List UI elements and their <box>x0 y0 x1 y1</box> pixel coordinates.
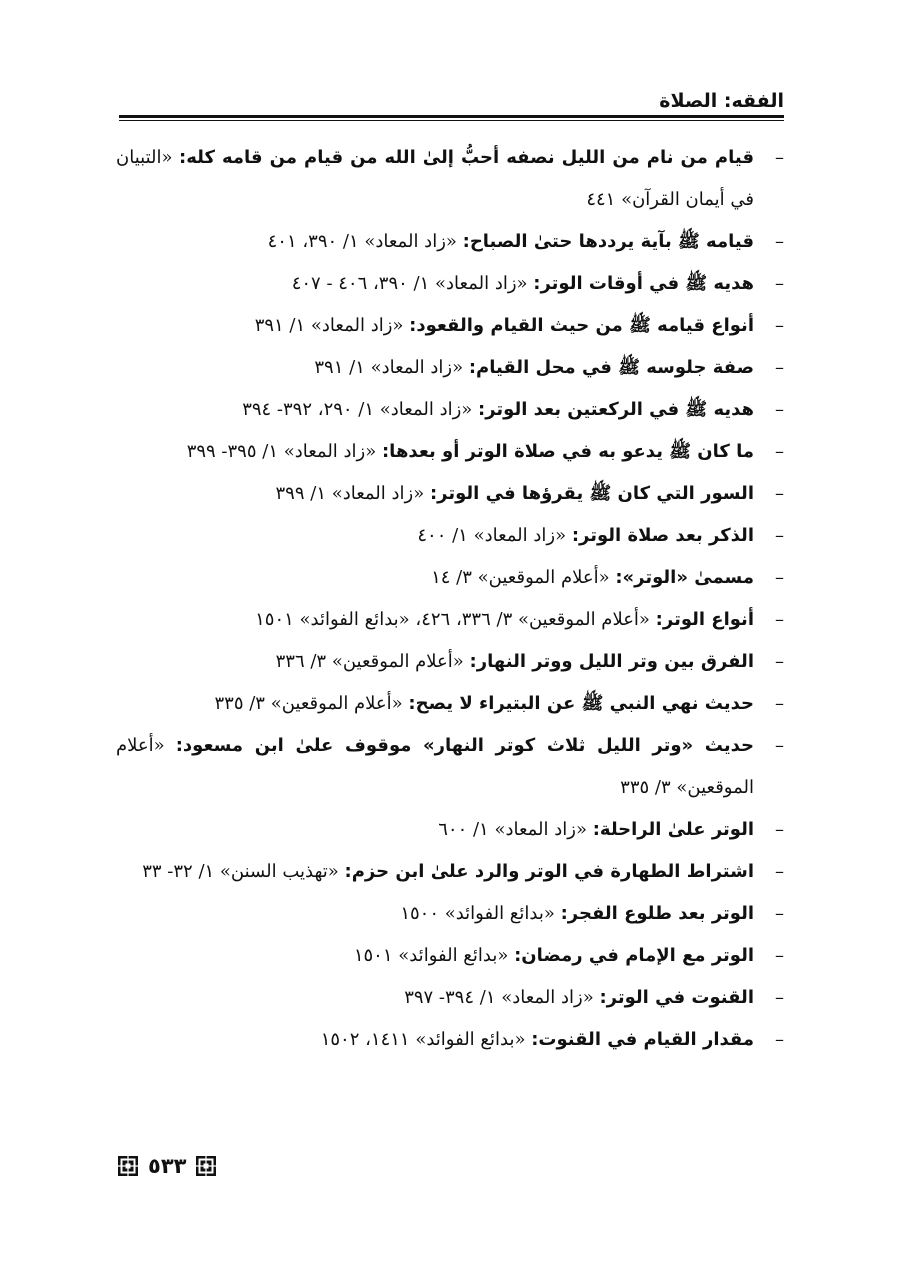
entry-source-reference: «زاد المعاد» ١/ ٣٩٥- ٣٩٩ <box>186 441 382 462</box>
index-entry-list <box>116 137 784 1061</box>
entry-dash: – <box>775 861 784 882</box>
entry-topic: هديه ﷺ في الركعتين بعد الوتر: <box>478 399 754 420</box>
index-entry <box>116 137 784 221</box>
entry-dash: – <box>775 819 784 840</box>
entry-dash: – <box>775 399 784 420</box>
entry-dash: – <box>775 273 784 294</box>
index-entry <box>116 473 784 515</box>
entry-source-reference: «زاد المعاد» ١/ ٣٩٠، ٤٠٦ - ٤٠٧ <box>291 273 534 294</box>
entry-dash: – <box>775 987 784 1008</box>
index-entry <box>116 263 784 305</box>
header-title: الفقه: الصلاة <box>659 90 784 112</box>
entry-source-reference: «أعلام الموقعين» ٣/ ٣٣٦، ٤٢٦، «بدائع الفوائد» ١٥٠١ <box>255 609 656 630</box>
header-rule-thick <box>119 115 784 118</box>
entry-topic: مقدار القيام في القنوت: <box>531 1029 754 1050</box>
entry-dash: – <box>775 1029 784 1050</box>
page-number: ٥٣٣ <box>148 1154 187 1178</box>
entry-topic: الفرق بين وتر الليل ووتر النهار: <box>469 651 754 672</box>
index-entry <box>116 347 784 389</box>
entry-source-reference: «أعلام الموقعين» ٣/ ٣٣٦ <box>275 651 470 672</box>
index-entry <box>116 683 784 725</box>
entry-dash: – <box>775 315 784 336</box>
index-entry <box>116 809 784 851</box>
index-entry <box>116 221 784 263</box>
index-entry <box>116 893 784 935</box>
entry-dash: – <box>775 147 784 168</box>
entry-dash: – <box>775 483 784 504</box>
index-entry <box>116 641 784 683</box>
entry-topic: الوتر علىٰ الراحلة: <box>592 819 754 840</box>
entry-dash: – <box>775 441 784 462</box>
entry-source-reference: «زاد المعاد» ١/ ٣٩٠، ٤٠١ <box>267 231 463 252</box>
entry-source-reference: «زاد المعاد» ١/ ٣٩١ <box>314 357 469 378</box>
entry-topic: القنوت في الوتر: <box>599 987 754 1008</box>
entry-source-reference: «أعلام الموقعين» ٣/ ١٤ <box>431 567 616 588</box>
entry-source-reference: «تهذيب السنن» ١/ ٣٢- ٣٣ <box>142 861 345 882</box>
entry-source-reference: «أعلام الموقعين» ٣/ ٣٣٥ <box>214 693 409 714</box>
entry-topic: أنواع الوتر: <box>655 609 754 630</box>
entry-dash: – <box>775 903 784 924</box>
entry-source-reference: «بدائع الفوائد» ١٥٠٠ <box>400 903 561 924</box>
entry-dash: – <box>775 693 784 714</box>
entry-source-reference: «زاد المعاد» ١/ ٣٩١ <box>254 315 410 336</box>
entry-topic: الوتر بعد طلوع الفجر: <box>560 903 754 924</box>
index-entry <box>116 851 784 893</box>
page-footer <box>118 1154 216 1178</box>
entry-topic: حديث «وتر الليل ثلاث كوتر النهار» موقوف علىٰ ابن مسعود: <box>175 735 754 756</box>
entry-topic: صفة جلوسه ﷺ في محل القيام: <box>468 357 754 378</box>
entry-topic: أنواع قيامه ﷺ من حيث القيام والقعود: <box>409 315 754 336</box>
entry-source-reference: «التبيان في أيمان القرآن» ٤٤١ <box>116 147 754 210</box>
entry-dash: – <box>775 567 784 588</box>
index-entry <box>116 557 784 599</box>
index-entry <box>116 305 784 347</box>
entry-topic: قيامه ﷺ بآية يرددها حتىٰ الصباح: <box>462 231 754 252</box>
entry-source-reference: «بدائع الفوائد» ١٤١١، ١٥٠٢ <box>320 1029 532 1050</box>
entry-topic: حديث نهي النبي ﷺ عن البتيراء لا يصح: <box>408 693 754 714</box>
entry-dash: – <box>775 357 784 378</box>
entry-topic: الوتر مع الإمام في رمضان: <box>514 945 754 966</box>
entry-source-reference: «زاد المعاد» ١/ ٢٩٠، ٣٩٢- ٣٩٤ <box>242 399 479 420</box>
entry-topic: اشتراط الطهارة في الوتر والرد علىٰ ابن حزم: <box>344 861 754 882</box>
header-rule-thin <box>119 120 784 121</box>
entry-source-reference: «زاد المعاد» ١/ ٤٠٠ <box>417 525 572 546</box>
entry-source-reference: «بدائع الفوائد» ١٥٠١ <box>353 945 515 966</box>
index-entry <box>116 389 784 431</box>
entry-topic: مسمىٰ «الوتر»: <box>615 567 754 588</box>
index-entry <box>116 1019 784 1061</box>
entry-dash: – <box>775 735 784 756</box>
index-entry <box>116 599 784 641</box>
square-ornament-icon <box>118 1156 138 1176</box>
entry-dash: – <box>775 525 784 546</box>
entry-source-reference: «زاد المعاد» ١/ ٣٩٩ <box>275 483 430 504</box>
entry-topic: ما كان ﷺ يدعو به في صلاة الوتر أو بعدها: <box>381 441 754 462</box>
index-entry <box>116 515 784 557</box>
entry-source-reference: «زاد المعاد» ١/ ٣٩٤- ٣٩٧ <box>404 987 600 1008</box>
entry-topic: قيام من نام من الليل نصفه أحبُّ إلىٰ الله من قيام من قامه كله: <box>179 147 754 168</box>
entry-source-reference: «زاد المعاد» ١/ ٦٠٠ <box>438 819 593 840</box>
index-entry <box>116 725 784 809</box>
entry-source-reference: «أعلام الموقعين» ٣/ ٣٣٥ <box>116 735 754 798</box>
entry-dash: – <box>775 609 784 630</box>
index-entry <box>116 977 784 1019</box>
entry-dash: – <box>775 945 784 966</box>
square-ornament-icon <box>196 1156 216 1176</box>
entry-topic: الذكر بعد صلاة الوتر: <box>571 525 754 546</box>
entry-topic: هديه ﷺ في أوقات الوتر: <box>533 273 754 294</box>
entry-dash: – <box>775 231 784 252</box>
index-entry <box>116 431 784 473</box>
entry-dash: – <box>775 651 784 672</box>
entry-topic: السور التي كان ﷺ يقرؤها في الوتر: <box>429 483 754 504</box>
running-header <box>119 82 784 120</box>
index-entry <box>116 935 784 977</box>
